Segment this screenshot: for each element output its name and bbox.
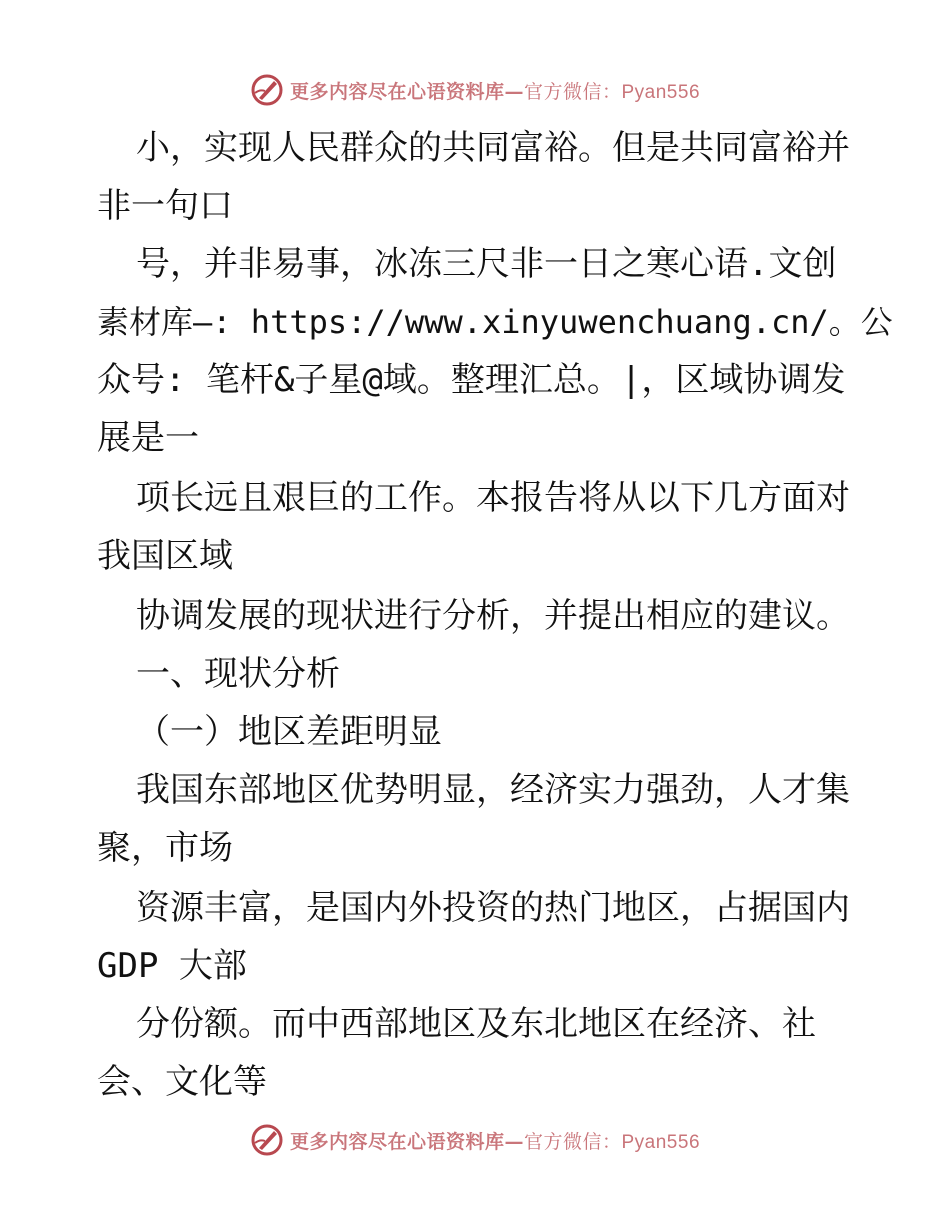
body-line: 非一句口 (97, 186, 233, 226)
subsection-heading: （一）地区差距明显 (136, 712, 442, 752)
header-banner-wechat: 官方微信： (523, 80, 622, 103)
footer-banner-text (290, 1127, 700, 1154)
body-line: 展是一 (97, 418, 199, 458)
footer-banner-dash: — (504, 1130, 524, 1153)
body-line: GDP 大部 (97, 946, 247, 986)
header-banner (0, 70, 950, 110)
footer-banner (0, 1120, 950, 1160)
header-banner-dash: — (504, 80, 524, 103)
body-line: 我国区域 (97, 536, 233, 576)
body-line: 项长远且艰巨的工作。本报告将从以下几方面对 (136, 478, 850, 518)
body-line: 我国东部地区优势明显，经济实力强劲，人才集 (136, 770, 850, 810)
header-banner-main: 更多内容尽在心语资料库 (289, 80, 505, 103)
footer-banner-main: 更多内容尽在心语资料库 (289, 1130, 505, 1153)
footer-banner-id: Pyan556 (621, 1131, 701, 1153)
quill-logo-icon (250, 73, 284, 107)
body-line: 众号: 笔杆&子星@域。整理汇总。|，区域协调发 (97, 360, 846, 400)
header-banner-text (290, 77, 700, 104)
body-line: 会、文化等 (97, 1062, 267, 1102)
body-line: 素材库—: https://www.xinyuwenchuang.cn/。公 (97, 303, 893, 341)
section-heading: 一、现状分析 (136, 654, 340, 694)
quill-logo-icon (250, 1123, 284, 1157)
footer-banner-wechat: 官方微信： (523, 1130, 622, 1153)
body-line: 聚，市场 (97, 828, 233, 868)
body-line: 分份额。而中西部地区及东北地区在经济、社 (136, 1004, 816, 1044)
header-banner-id: Pyan556 (621, 81, 701, 103)
body-line: 小，实现人民群众的共同富裕。但是共同富裕并 (136, 128, 850, 168)
body-line: 资源丰富，是国内外投资的热门地区，占据国内 (136, 888, 850, 928)
body-line: 号，并非易事，冰冻三尺非一日之寒心语.文创 (136, 244, 837, 284)
body-line: 协调发展的现状进行分析，并提出相应的建议。 (136, 596, 850, 636)
